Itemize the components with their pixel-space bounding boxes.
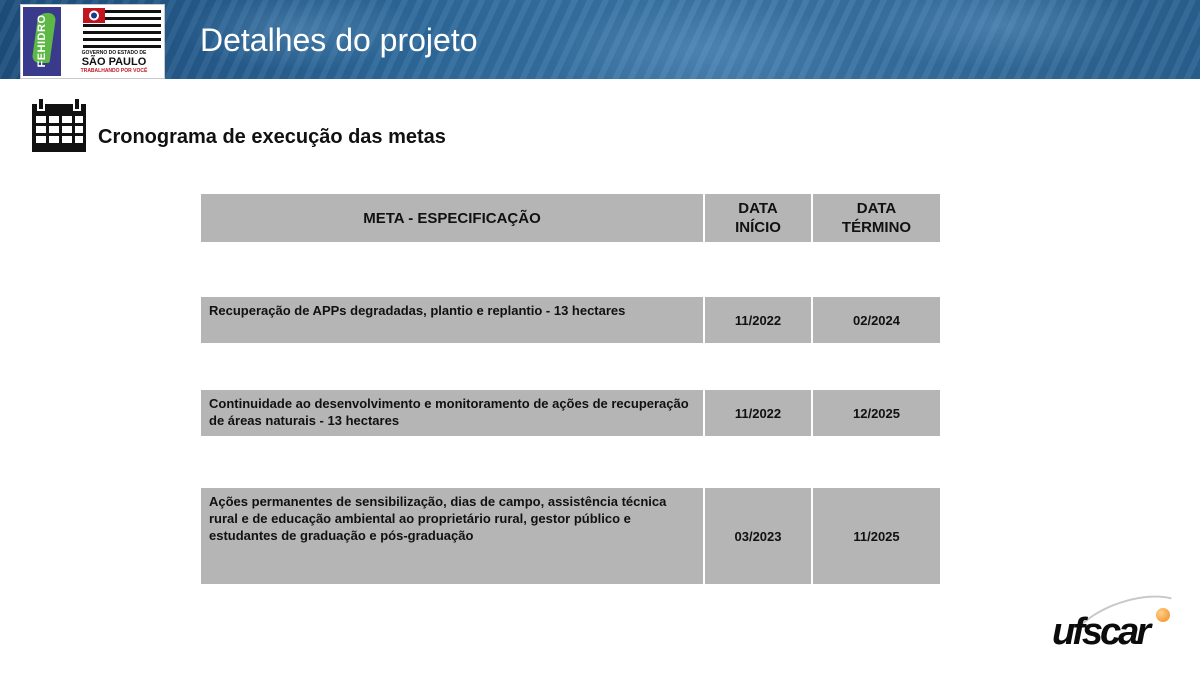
ufscar-orb-shape: [1156, 608, 1170, 622]
header-end-date: DATA TÉRMINO: [813, 194, 940, 242]
table-header-row: [201, 194, 940, 242]
table-row: [201, 297, 940, 343]
end-date-cell: 02/2024: [813, 297, 940, 343]
sponsor-logos: [20, 4, 165, 79]
start-date-cell: 11/2022: [705, 297, 813, 343]
header-banner: [0, 0, 1200, 79]
ufscar-logo-text: ufscar: [1052, 611, 1149, 653]
spacer-row: [201, 242, 940, 297]
table-row: [201, 488, 940, 584]
goal-spec-cell: Continuidade ao desenvolvimento e monitoramento de ações de recuperação de áreas naturais - 13 hectares: [201, 390, 705, 436]
calendar-icon: [30, 96, 88, 154]
fehidro-logo: [23, 7, 61, 76]
goal-spec-cell: Recuperação de APPs degradadas, plantio e replantio - 13 hectares: [201, 297, 705, 343]
table-row: [201, 390, 940, 436]
start-date-cell: 11/2022: [705, 390, 813, 436]
fehidro-logo-text: FEHIDRO: [36, 14, 48, 68]
end-date-cell: 11/2025: [813, 488, 940, 584]
page-title: Detalhes do projeto: [200, 22, 478, 58]
sao-paulo-flag-icon: [83, 8, 161, 48]
goals-schedule-table: [201, 194, 940, 584]
ufscar-logo: [1048, 598, 1190, 662]
header-start-date: DATA INÍCIO: [705, 194, 813, 242]
slogan-text: TRABALHANDO POR VOCÊ: [80, 68, 148, 74]
start-date-cell: 03/2023: [705, 488, 813, 584]
spacer-row: [201, 343, 940, 390]
section-title: Cronograma de execução das metas: [98, 126, 446, 148]
spacer-row: [201, 436, 940, 488]
header-spec: META - ESPECIFICAÇÃO: [201, 194, 705, 242]
goal-spec-cell: Ações permanentes de sensibilização, dias de campo, assistência técnica rural e de educação ambiental ao proprietário rural, gestor público e estudantes de graduação e pós-graduação: [201, 488, 705, 584]
gov-line-text: GOVERNO DO ESTADO DE: [81, 50, 147, 56]
end-date-cell: 12/2025: [813, 390, 940, 436]
state-name-text: SÃO PAULO: [81, 56, 147, 68]
